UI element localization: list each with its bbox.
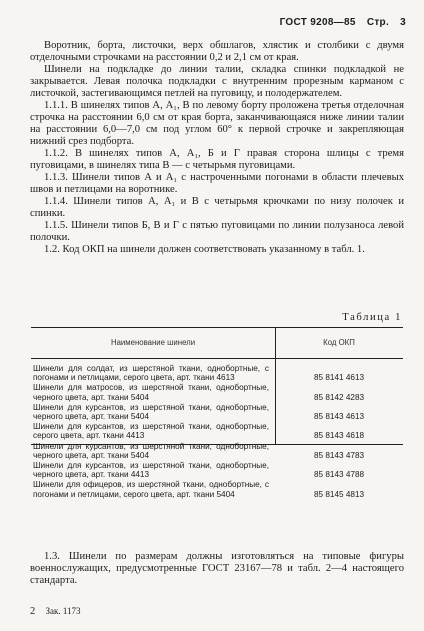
table-row — [31, 364, 403, 382]
row-name: Шинели для курсантов, из шерстяной ткани, однобортные, серого цвета, арт. ткани 4413 — [33, 422, 269, 441]
standard-number: ГОСТ 9208—85 — [279, 17, 356, 28]
paragraph: 1.1.3. Шинели типов А и А₁ с настроченными погонами в области плечевых швов и петлицами на воротнике. — [30, 172, 404, 195]
column-header-code: Код ОКП — [323, 338, 355, 347]
page-header — [280, 17, 406, 28]
row-code: 85 8143 4618 — [314, 431, 365, 441]
table-row — [31, 403, 403, 421]
row-name: Шинели для курсантов, из шерстяной ткани, однобортные, черного цвета, арт. ткани 5404 — [33, 441, 269, 460]
paragraph: 1.1.2. В шинелях типов А, А₁, Б и Г правая сторона шлицы с тремя пуговицами, в шинелях типа В — с четырьмя пуговицами. — [30, 148, 404, 171]
row-code: 85 8143 4613 — [314, 412, 365, 422]
row-code: 85 8145 4813 — [314, 489, 365, 499]
row-name: Шинели для курсантов, из шерстяной ткани, однобортные, черного цвета, арт. ткани 4413 — [33, 461, 269, 480]
row-name: Шинели для офицеров, из шерстяной ткани, однобортные, с погонами и петлицами, серого цвета, арт. ткани 5404 — [33, 480, 269, 499]
footer-page-number: 2 — [30, 606, 36, 617]
row-code: 85 8142 4283 — [314, 392, 365, 402]
table-row — [31, 461, 403, 479]
paragraph: 1.2. Код ОКП на шинели должен соответствовать указанному в табл. 1. — [44, 244, 365, 255]
row-name: Шинели для матросов, из шерстяной ткани, однобортные, черного цвета, арт. ткани 5404 — [33, 383, 269, 402]
row-code: 85 8143 4788 — [314, 470, 365, 480]
paragraph: 1.1.5. Шинели типов Б, В и Г с пятью пуговицами по линии полузаноса левой полочки. — [30, 220, 404, 243]
table-label: Таблица 1 — [342, 312, 402, 323]
page-label: Стр. — [366, 17, 390, 28]
body-text — [30, 40, 404, 256]
table-header — [31, 328, 403, 359]
column-header-name: Наименование шинели — [110, 338, 196, 347]
footer-paragraph: 1.3. Шинели по размерам должны изготовляться на типовые фигуры военнослужащих, предусмотренные ГОСТ 23167—78 и табл. 2—4 настоящего стандарта. — [30, 551, 404, 586]
paragraph: 1.1.4. Шинели типов А, А₁ и В с четырьмя крючками по низу полочек и спинки. — [30, 196, 404, 219]
table-row — [31, 480, 403, 498]
row-name: Шинели для курсантов, из шерстяной ткани, однобортные, черного цвета, арт. ткани 5404 — [33, 402, 269, 422]
table-row — [31, 442, 403, 460]
row-code: 85 8141 4613 — [314, 373, 365, 383]
table-body — [31, 364, 403, 500]
row-code: 85 8143 4783 — [314, 450, 365, 460]
order-number: Зак. 1173 — [45, 606, 81, 616]
page-footer — [30, 606, 81, 617]
paragraph: Шинели на подкладке до линии талии, складка спинки подкладкой не закрывается. Левая полочка подкладки с внутренним прорезным карманом с листочкой, застегивающимся петлей на пуговицу, и полодержателем. — [30, 64, 404, 99]
page-number: 3 — [400, 17, 406, 28]
row-name: Шинели для солдат, из шерстяной ткани, однобортные, с погонами и петлицами, серого цвета, арт. ткани 4613 — [33, 364, 269, 383]
table-row — [31, 383, 403, 401]
table-row — [31, 422, 403, 440]
paragraph: 1.1.1. В шинелях типов А, А₁, В по левому борту проложена третья отделочная строчка на расстоянии 6,0 см от края борта, заканчивающаяся ниже линии талии на расстоянии 6,0—7,0 см под углом 60° к первой строчке и закрепляющая нижний срез подборта. — [30, 100, 404, 147]
paragraph: Воротник, борта, листочки, верх обшлагов, хлястик и столбики с двумя отделочными строчками на расстоянии 0,2 и 2,1 см от края. — [30, 40, 404, 63]
okp-table — [31, 327, 403, 499]
